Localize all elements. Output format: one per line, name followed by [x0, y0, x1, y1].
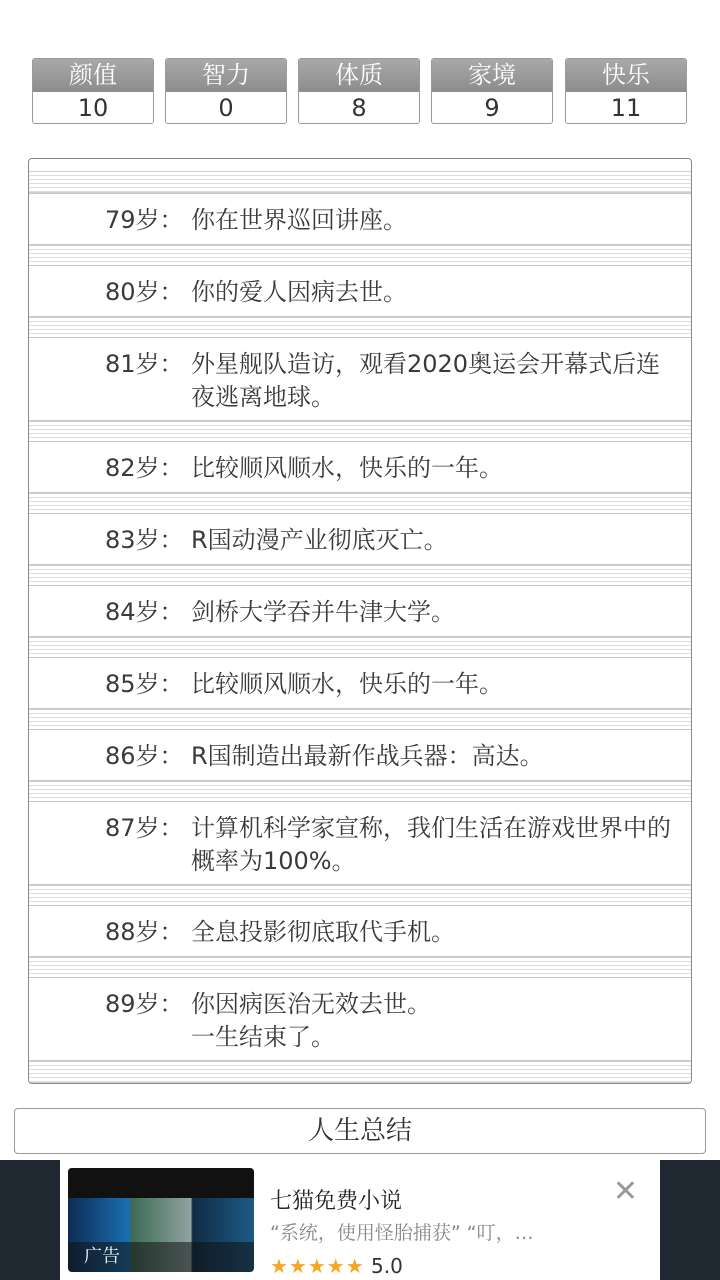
event-age: 83岁： — [105, 526, 184, 554]
event-age: 79岁： — [105, 206, 184, 234]
separator — [29, 565, 691, 587]
event-row — [29, 905, 691, 957]
stat-happiness — [565, 58, 687, 124]
separator — [29, 421, 691, 443]
close-icon[interactable]: ✕ — [612, 1174, 638, 1209]
event-text: 计算机科学家宣称，我们生活在游戏世界中的概率为100%。 — [191, 814, 671, 875]
event-row — [29, 265, 691, 317]
event-text: 你在世界巡回讲座。 — [191, 206, 407, 234]
life-summary-button[interactable]: 人生总结 — [14, 1108, 706, 1154]
event-text: R国制造出最新作战兵器：高达。 — [191, 742, 544, 770]
event-text: 全息投影彻底取代手机。 — [191, 918, 455, 946]
event-age: 80岁： — [105, 278, 184, 306]
attribute-panel — [32, 58, 688, 126]
stat-value: 8 — [351, 94, 367, 122]
separator — [29, 885, 691, 907]
stat-value: 11 — [610, 94, 642, 122]
stat-label: 智力 — [166, 59, 286, 92]
stat-intelligence — [165, 58, 287, 124]
stat-label: 快乐 — [566, 59, 686, 92]
stat-constitution — [298, 58, 420, 124]
separator — [29, 245, 691, 267]
event-age: 86岁： — [105, 742, 184, 770]
separator — [29, 171, 691, 193]
event-row — [29, 193, 691, 245]
event-row — [29, 337, 691, 421]
event-row — [29, 801, 691, 885]
event-age: 88岁： — [105, 918, 184, 946]
stat-value: 0 — [218, 94, 234, 122]
stat-appearance — [32, 58, 154, 124]
separator — [29, 781, 691, 803]
ad-image[interactable] — [68, 1168, 254, 1272]
stat-value: 9 — [484, 94, 500, 122]
event-text: 你的爱人因病去世。 — [191, 278, 407, 306]
event-age: 85岁： — [105, 670, 184, 698]
event-row — [29, 513, 691, 565]
separator — [29, 1061, 691, 1083]
event-text: 比较顺风顺水，快乐的一年。 — [191, 670, 503, 698]
ad-banner[interactable] — [60, 1160, 660, 1280]
stat-label: 体质 — [299, 59, 419, 92]
event-row — [29, 729, 691, 781]
stat-family — [431, 58, 553, 124]
event-row — [29, 585, 691, 637]
stat-label: 颜值 — [33, 59, 153, 92]
event-text — [191, 988, 675, 1054]
event-row — [29, 977, 691, 1061]
ad-label: 广告 — [84, 1246, 120, 1267]
event-text: R国动漫产业彻底灭亡。 — [191, 526, 448, 554]
stat-label: 家境 — [432, 59, 552, 92]
event-age: 82岁： — [105, 454, 184, 482]
ad-rating — [270, 1254, 403, 1278]
separator — [29, 317, 691, 339]
life-event-list[interactable] — [28, 158, 692, 1084]
separator — [29, 957, 691, 979]
separator — [29, 637, 691, 659]
event-age: 81岁： — [105, 350, 184, 378]
event-text: 外星舰队造访，观看2020奥运会开幕式后连夜逃离地球。 — [191, 350, 661, 411]
event-age: 84岁： — [105, 598, 184, 626]
event-age: 89岁： — [105, 990, 184, 1018]
event-row — [29, 441, 691, 493]
ad-description[interactable]: “系统，使用怪胎捕获” “叮，… — [270, 1222, 534, 1244]
stat-value: 10 — [77, 94, 109, 122]
ad-banner-bar — [0, 1160, 720, 1280]
event-age: 87岁： — [105, 814, 184, 842]
ad-title[interactable]: 七猫免费小说 — [270, 1189, 403, 1214]
star-icon: ★★★★★ — [270, 1254, 365, 1278]
separator — [29, 709, 691, 731]
rating-value: 5.0 — [371, 1254, 403, 1278]
event-text-line: 一生结束了。 — [191, 1023, 335, 1051]
event-text: 剑桥大学吞并牛津大学。 — [191, 598, 455, 626]
separator — [29, 493, 691, 515]
event-row — [29, 657, 691, 709]
event-text: 比较顺风顺水，快乐的一年。 — [191, 454, 503, 482]
event-text-line: 你因病医治无效去世。 — [191, 990, 431, 1018]
